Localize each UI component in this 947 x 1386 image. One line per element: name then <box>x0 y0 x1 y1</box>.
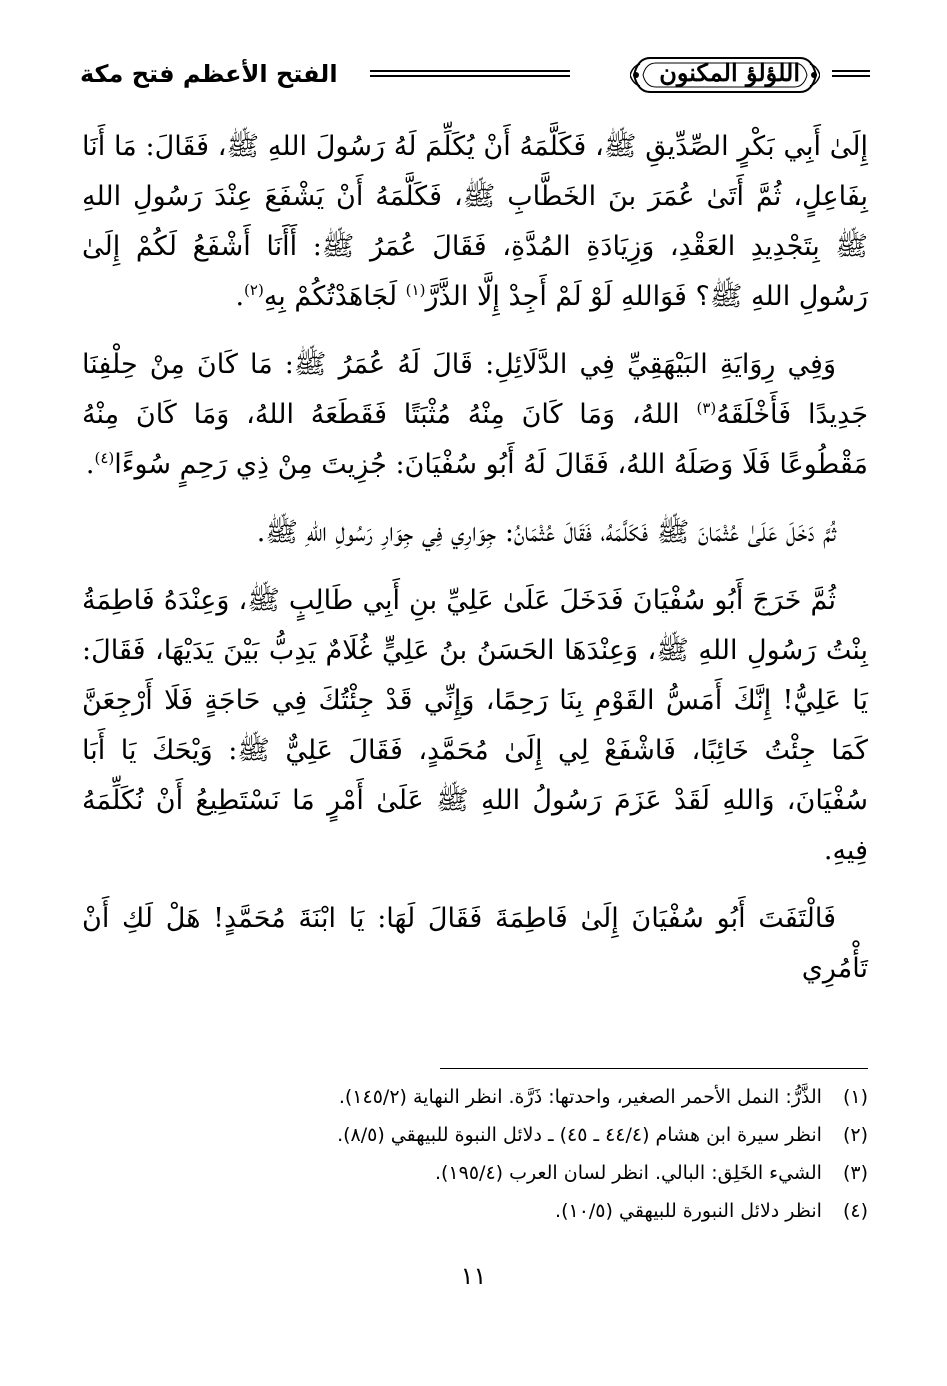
paragraph <box>82 508 868 558</box>
page-number: ١١ <box>460 1262 487 1290</box>
main-text <box>82 122 868 1012</box>
chapter-title: الفتح الأعظم فتح مكة <box>80 60 338 88</box>
paragraph-text: وَفِي رِوَايَةِ البَيْهَقِيِّ فِي الدَّلَائِلِ: قَالَ لَهُ عُمَرُ ﷺ: مَا كَانَ مِنْ حِلْفِنَا جَدِيدًا فَأَخْلَقَهُ <box>82 349 869 430</box>
paragraph-text: . <box>235 281 245 312</box>
footnote-number: (٤) <box>842 1200 868 1222</box>
footnote-text: الشيء الخَلِق: البالي. انظر لسان العرب (١٩٥/٤). <box>434 1162 822 1184</box>
footnote-ref: (٣) <box>696 399 717 417</box>
footnote-ref: (١) <box>405 281 426 299</box>
page-header <box>80 48 870 108</box>
footnote-number: (٢) <box>842 1124 868 1146</box>
paragraph-text: ثُمَّ خَرَجَ أَبُو سُفْيَانَ فَدَخَلَ عَلَىٰ عَلِيِّ بنِ أَبِي طَالِبٍ ﷺ، وَعِنْدَهُ فَاطِمَةُ بِنْتُ رَسُولِ اللهِ ﷺ، وَعِنْدَهَا الحَسَنُ بنُ عَلِيٍّ غُلَامٌ يَدِبُّ بَيْنَ يَدَيْهَا، فَقَالَ: يَا عَلِيُّ! إِنَّكَ أَمَسُّ القَوْمِ بِنَا رَحِمًا، وَإِنِّي قَدْ جِئْتُكَ فِي حَاجَةٍ فَلَا أَرْجِعَنَّ كَمَا جِئْتُ خَائِبًا، فَاشْفَعْ لِي إِلَىٰ مُحَمَّدٍ، فَقَالَ عَلِيٌّ ﷺ: وَيْحَكَ يَا أَبَا سُفْيَانَ، وَاللهِ لَقَدْ عَزَمَ رَسُولُ اللهِ ﷺ عَلَىٰ أَمْرٍ مَا نَسْتَطِيعُ أَنْ نُكَلِّمَهُ فِيهِ. <box>82 585 868 866</box>
paragraph-text: فَالْتَفَتَ أَبُو سُفْيَانَ إِلَىٰ فَاطِمَةَ فَقَالَ لَهَا: يَا ابْنَةَ مُحَمَّدٍ! هَلْ لَكِ أَنْ تَأْمُرِي <box>82 903 868 984</box>
footnote <box>82 1154 868 1192</box>
footnote-number: (٣) <box>842 1162 868 1184</box>
paragraph-text: ثُمَّ دَخَلَ عَلَىٰ عُثْمَانَ ﷺ فَكَلَّمَهُ، فَقَالَ عُثْمَانُ: جِوَارِي فِي جِوَارِ رَسُولِ اللهِ ﷺ. <box>256 517 836 548</box>
header-rule-middle <box>370 70 570 80</box>
footnote-divider <box>440 1068 868 1069</box>
book-title: اللؤلؤ المكنون <box>659 58 800 87</box>
paragraph <box>82 340 868 490</box>
footnote <box>82 1078 868 1116</box>
footnote-text: انظر دلائل النبورة للبيهقي (١٠/٥). <box>555 1200 822 1222</box>
footnote-text: الذَّرُّ: النمل الأحمر الصغير، واحدتها: ذَرَّة. انظر النهاية (١٤٥/٢). <box>338 1086 822 1108</box>
paragraph <box>82 894 868 994</box>
book-title-cartouche <box>590 48 870 104</box>
paragraph <box>82 122 868 322</box>
paragraph-text: . <box>85 449 95 480</box>
footnote <box>82 1192 868 1230</box>
footnote-text: انظر سيرة ابن هشام (٤٤/٤ ـ ٤٥) ـ دلائل النبوة للبيهقي (٨/٥). <box>337 1124 822 1146</box>
footnote-number: (١) <box>842 1086 868 1108</box>
paragraph-text: إِلَىٰ أَبِي بَكْرٍ الصِّدِّيقِ ﷺ، فَكَلَّمَهُ أَنْ يُكَلِّمَ لَهُ رَسُولَ اللهِ ﷺ، فَقَالَ: مَا أَنَا بِفَاعِلٍ، ثُمَّ أَتَىٰ عُمَرَ بنَ الخَطَّابِ ﷺ، فَكَلَّمَهُ أَنْ يَشْفَعَ عِنْدَ رَسُولِ اللهِ ﷺ بِتَجْدِيدِ العَقْدِ، وَزِيَادَةِ المُدَّةِ، فَقَالَ عُمَرُ ﷺ: أَأَنَا أَشْفَعُ لَكُمْ إِلَىٰ رَسُولِ اللهِ ﷺ؟ فَوَاللهِ لَوْ لَمْ أَجِدْ إِلَّا الذَّرَّ <box>82 131 868 312</box>
footnote-ref: (٤) <box>94 449 115 467</box>
paragraph-text: اللهُ، وَمَا كَانَ مِنْهُ مُثْبَتًا فَقَطَعَهُ اللهُ، وَمَا كَانَ مِنْهُ مَقْطُوعًا فَلَا وَصَلَهُ اللهُ، فَقَالَ لَهُ أَبُو سُفْيَانَ: جُزِيتَ مِنْ ذِي رَحِمٍ سُوءًا <box>82 399 868 480</box>
footnotes <box>82 1078 868 1230</box>
paragraph-text: لَجَاهَدْتُكُمْ بِهِ <box>263 281 406 312</box>
paragraph <box>82 576 868 876</box>
footnote <box>82 1116 868 1154</box>
footnote-ref: (٢) <box>244 281 264 299</box>
